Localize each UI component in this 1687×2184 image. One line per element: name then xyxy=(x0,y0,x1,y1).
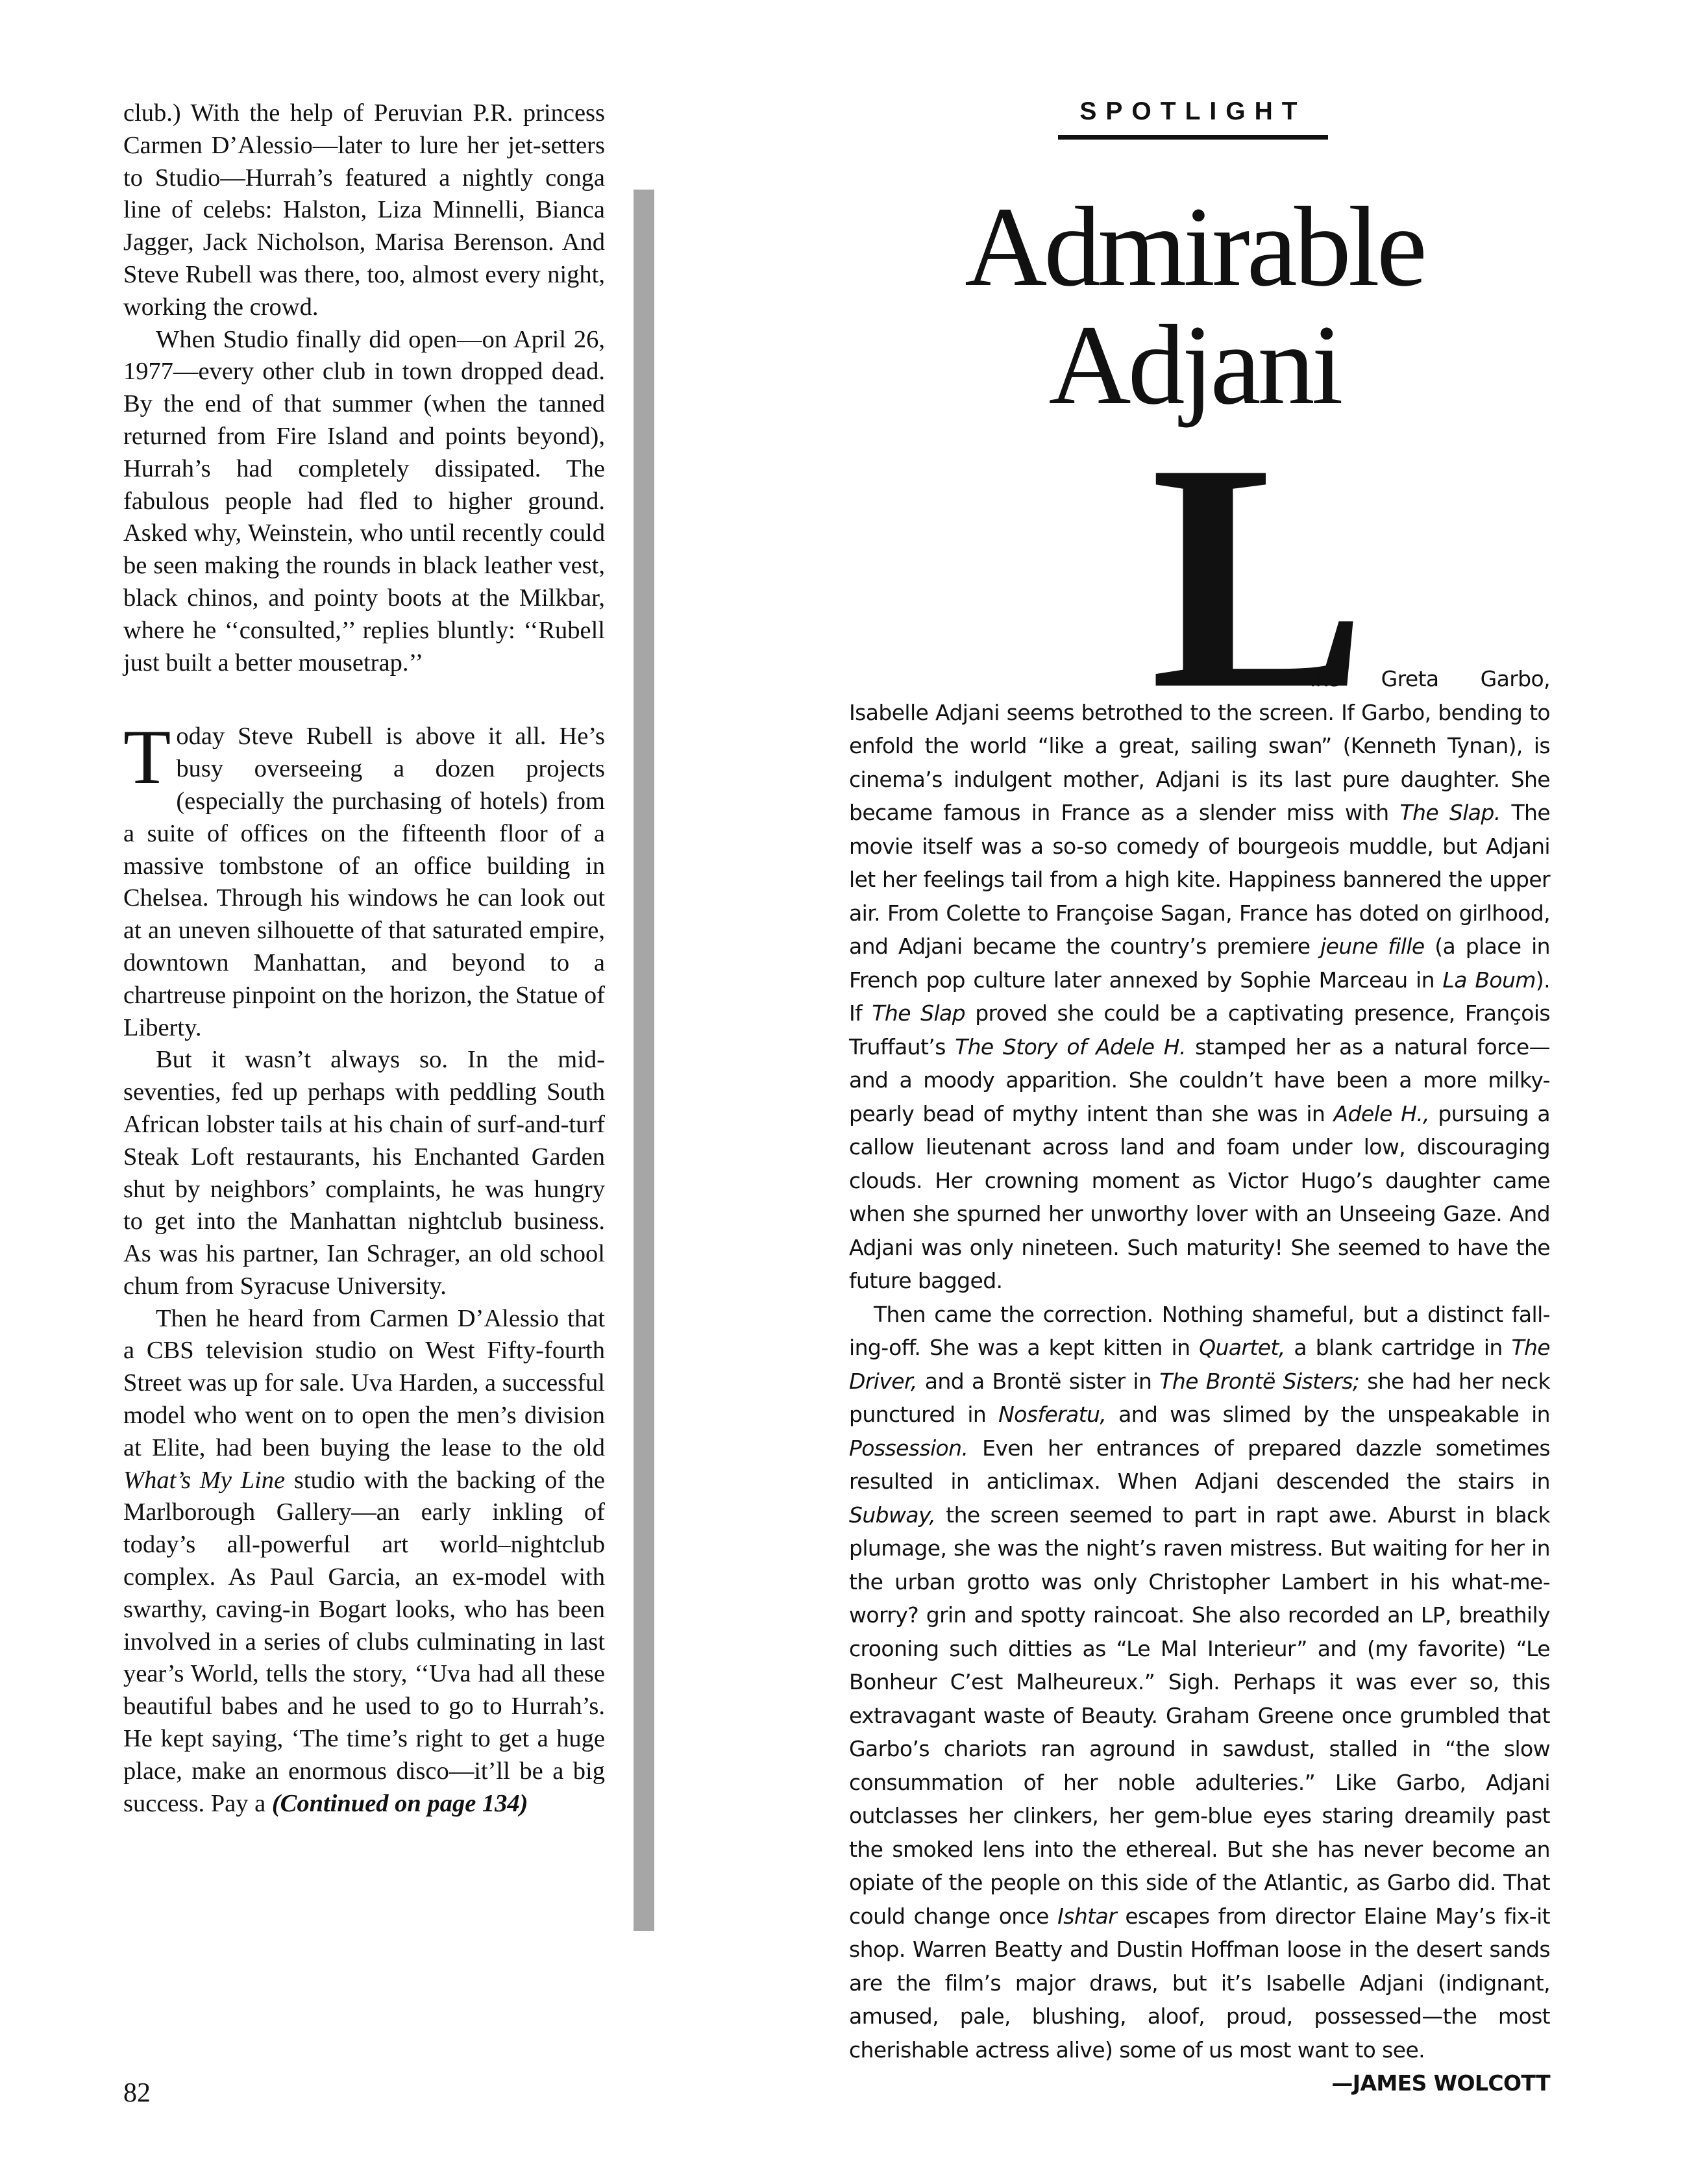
left-paragraph-5-text-b: studio with the backing of the Marlborough Gallery—an early inkling of today’s all-powerful art world–nightclub complex. As Paul Garcia, an ex-model with swarthy, caving-in Bogart looks, who has been involved in a series of clubs culminating in last year’s World, tells the story, ‘‘Uva had all these beautiful babes and he used to go to Hurrah’s. He kept saying, ‘The time’s right to get a huge place, make an enormous disco—it’ll be a big success. Pay a xyxy=(123,1466,605,1817)
spotlight-p2-e: and was slimed by the unspeakable in xyxy=(1118,1402,1551,1427)
film-title-subway: Subway, xyxy=(849,1502,936,1528)
spotlight-article-body xyxy=(849,662,1550,2100)
spotlight-p2-a: Then came the correction. Nothing shameful, but a distinct fall-ing-off. She was a kept kitten in xyxy=(849,1301,1550,1360)
film-title-the-driver: The Driver, xyxy=(849,1335,1551,1394)
spotlight-p2-d: she had her neck punctured in xyxy=(849,1368,1551,1427)
spotlight-p1-g: pursuing a callow lieutenant across land and foam under low, discouraging clouds. Her crowning moment as Victor Hugo’s daughter came when she spurned her unworthy lover with an Unseeing Gaze. And Adjani was only nineteen. Such maturity! She seemed to have the future bagged. xyxy=(849,1100,1551,1293)
phrase-jeune-fille: jeune fille xyxy=(1320,934,1425,959)
headline-line-2: Adjani xyxy=(1048,302,1340,428)
show-title-whats-my-line: What’s My Line xyxy=(123,1466,286,1494)
spotlight-p1-f: stamped her as a natural force—and a moody apparition. She couldn’t have been a more milky-pearly bead of mythy intent than she was in xyxy=(849,1034,1551,1126)
film-title-possession: Possession. xyxy=(849,1435,968,1461)
drop-cap-l: L xyxy=(1150,397,1359,756)
left-paragraph-3 xyxy=(123,714,605,1044)
film-title-the-slap: The Slap. xyxy=(1399,800,1501,825)
spotlight-p1-e: proved she could be a captivating presence, François Truffaut’s xyxy=(849,1000,1551,1060)
left-article-column xyxy=(123,97,605,1820)
left-paragraph-1: club.) With the help of Peruvian P.R. princess Carmen D’Alessio—later to lure her jet-setters to Studio—Hurrah’s featured a nightly conga line of celebs: Halston, Liza Minnelli, Bianca Jagger, Jack Nicholson, Marisa Berenson. And Steve Rubell was there, too, almost every night, working the crowd. xyxy=(123,99,605,321)
film-title-the-slap-2: The Slap xyxy=(872,1000,965,1026)
continued-on-page-link[interactable]: (Continued on page 134) xyxy=(271,1789,528,1817)
author-byline: —JAMES WOLCOTT xyxy=(1331,2070,1550,2096)
left-paragraph-5 xyxy=(123,1303,605,1820)
left-paragraph-4: But it wasn’t always so. In the mid-seventies, fed up perhaps with peddling South African lobster tails at his chain of surf-and-turf Steak Loft restaurants, his Enchanted Garden shut by neighbors’ complaints, he was hungry to get into the Manhattan nightclub business. As was his partner, Ian Schrager, an old school chum from Syracuse University. xyxy=(123,1046,605,1300)
drop-cap-t: T xyxy=(123,714,171,800)
spotlight-p2-b: a blank cartridge in xyxy=(1294,1335,1503,1360)
film-title-la-boum: La Boum xyxy=(1442,967,1536,993)
spotlight-p2-h: escapes from director Elaine May’s fix-it shop. Warren Beatty and Dustin Hoffman loose in the desert sands are the film’s major draws, but it’s Isabelle Adjani (indignant, amused, pale, blushing, aloof, proud, possessed—the most cherishable actress alive) some of us most want to see. xyxy=(849,1903,1550,2063)
section-kicker: SPOTLIGHT xyxy=(1058,97,1328,140)
headline-line-1: Admirable xyxy=(965,184,1424,310)
spotlight-p1-start: ike Greta Garbo, Isabelle Adjani seems betrothed to the screen. If Garbo, bending to enfold the world “like a great, sailing swan” (Kenneth Tynan), is cinema’s indulgent mother, Adjani is its last pure daughter. She became famous in France as a slender miss with xyxy=(849,666,1550,825)
article-headline xyxy=(844,184,1545,428)
spotlight-p2-f: Even her entrances of prepared dazzle sometimes resulted in anticlimax. When Adjani descended the stairs in xyxy=(849,1435,1550,1494)
gray-vertical-rule xyxy=(634,190,654,1931)
spotlight-p1-b: The movie itself was a so-so comedy of bourgeois muddle, but Adjani let her feelings tail from a high kite. Happiness bannered the upper air. From Colette to Françoise Sagan, France has doted on girlhood, and Adjani became the country’s premiere xyxy=(849,800,1551,959)
spotlight-p2-c: and a Brontë sister in xyxy=(924,1368,1152,1394)
spotlight-p1-c: (a place in French pop culture later annexed by Sophie Marceau in xyxy=(849,934,1550,993)
film-title-bronte-sisters: The Brontë Sisters; xyxy=(1159,1368,1360,1394)
left-paragraph-2: When Studio finally did open—on April 26, 1977—every other club in town dropped dead. By the end of that summer (when the tanned returned from Fire Island and points beyond), Hurrah’s had completely dissipated. The fabulous people had fled to higher ground. Asked why, Weinstein, who until recently could be seen making the rounds in black leather vest, black chinos, and pointy boots at the Milkbar, where he ‘‘consulted,’’ replies bluntly: ‘‘Rubell just built a better mousetrap.’’ xyxy=(123,325,605,676)
page-number: 82 xyxy=(123,2078,151,2108)
spotlight-p1-d: ). If xyxy=(849,967,1550,1026)
film-title-nosferatu: Nosferatu, xyxy=(998,1402,1107,1427)
left-paragraph-5-text-a: Then he heard from Carmen D’Alessio that a CBS television studio on West Fifty-fourth Street was up for sale. Uva Harden, a successful model who went on to open the men’s division at Elite, had been buying the lease to the old xyxy=(123,1304,605,1461)
spotlight-paragraph-1 xyxy=(849,662,1550,1298)
film-title-ishtar: Ishtar xyxy=(1057,1903,1117,1929)
film-title-adele-h-2: Adele H., xyxy=(1333,1100,1430,1126)
left-paragraph-3-text: oday Steve Rubell is above it all. He’s busy overseeing a dozen projects (especially the purchasing of hotels) from a suite of offices on the fifteenth floor of a massive tombstone of an office building in Chelsea. Through his windows he can look out at an uneven silhouette of that saturated empire, downtown Manhattan, and beyond to a chartreuse pinpoint on the horizon, the Statue of Liberty. xyxy=(123,723,605,1041)
film-title-adele-h: The Story of Adele H. xyxy=(955,1034,1186,1060)
spotlight-p2-g: the screen seemed to part in rapt awe. Aburst in black plumage, she was the night’s raven mistress. But waiting for her in the urban grotto was only Christopher Lambert in his what-me-worry? grin and spotty raincoat. She also recorded an LP, breathily crooning such ditties as “Le Mal Interieur” and (my favorite) “Le Bonheur C’est Malheureux.” Sigh. Perhaps it was ever so, this extravagant waste of Beauty. Graham Greene once grumbled that Garbo’s chariots ran aground in sawdust, stalled in “the slow consummation of her noble adulteries.” Like Garbo, Adjani outclasses her clinkers, her gem-blue eyes staring dreamily past the smoked lens into the ethereal. But she has never become an opiate of the people on this side of the Atlantic, as Garbo did. That could change once xyxy=(849,1502,1551,1929)
spotlight-paragraph-2 xyxy=(849,1298,1551,2096)
film-title-quartet: Quartet, xyxy=(1199,1335,1285,1360)
